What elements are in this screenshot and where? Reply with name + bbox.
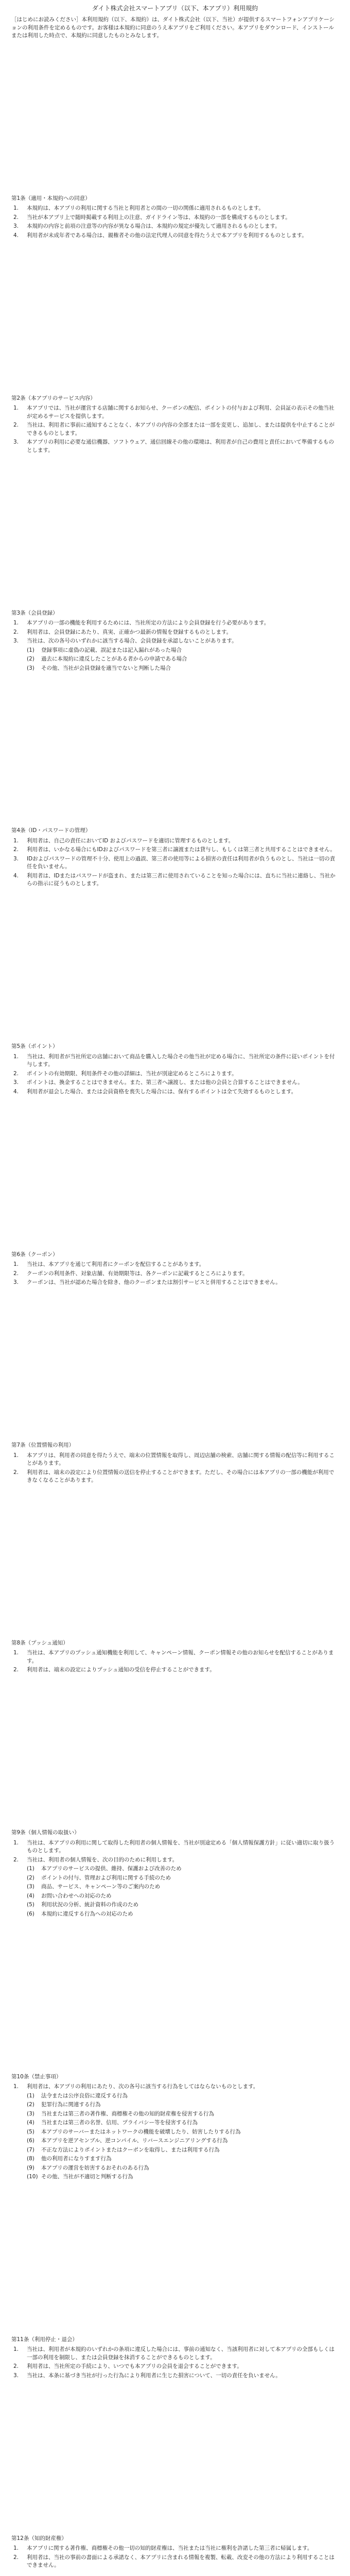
clause-item	[11, 1261, 339, 1269]
sub-clause-item	[27, 2155, 339, 2163]
clause-item	[11, 1839, 339, 1855]
sub-clause-item	[27, 1865, 339, 1873]
clause-number: 2.	[13, 2363, 19, 2370]
intro-notice: ［はじめにお読みください］本利用規約（以下、本規約）は、ダイト株式会社（以下、当社）が提供するスマートフォンアプリケーションの利用条件を定めるものです。お客様は本規約に同意のうえ本アプリをご利用ください。本アプリをダウンロード、インストールまたは利用した時点で、本規約に同意したものとみなします。	[11, 16, 335, 39]
sub-clause-number: (6)	[27, 1910, 34, 1917]
clause-text: 当社は、次の各号のいずれかに該当する場合、会員登録を承認しないことがあります。	[27, 638, 237, 645]
clause-number: 3.	[13, 1279, 19, 1286]
clause-number: 2.	[13, 214, 19, 221]
sub-clause-text: その他、当社が不適切と判断する行為	[41, 2174, 133, 2180]
clause-item	[11, 1666, 339, 1674]
clause-text: 本規約は、本アプリの利用に関する当社と利用者との間の一切の関係に適用されるものとします。	[27, 205, 264, 212]
clause-item	[11, 1079, 339, 1087]
sections-container	[11, 195, 339, 2576]
clause-number: 1.	[13, 205, 19, 212]
sub-clause-item	[27, 2164, 339, 2173]
clause-number: 1.	[13, 405, 19, 412]
sub-clause-item	[27, 2137, 339, 2145]
clause-number: 1.	[13, 1452, 19, 1459]
clause-text: 当社が本アプリ上で随時掲載する利用上の注意、ガイドライン等は、本規約の一部を構成するものとします。	[27, 214, 291, 221]
section-heading: 第3条（会員登録）	[11, 609, 58, 616]
section-heading: 第2条（本アプリのサービス内容）	[11, 395, 96, 401]
clause-text: 利用者は、IDまたはパスワードが盗まれ、または第三者に使用されていることを知った場合には、直ちに当社に連絡し、当社からの指示に従うものとします。	[27, 872, 336, 887]
clause-item	[11, 223, 339, 231]
clause-number: 3.	[13, 439, 19, 446]
sub-clause-text: 利用状況の分析、統計資料の作成のため	[41, 1902, 138, 1908]
sub-clause-number: (5)	[27, 2128, 34, 2135]
sub-clause-text: ポイントの付与、管理および利用に関する手続のため	[41, 1874, 171, 1881]
sub-clause-number: (9)	[27, 2164, 34, 2171]
clause-text: 利用者は、端末の設定によりプッシュ通知の受信を停止することができます。	[27, 1667, 215, 1673]
sub-clause-number: (3)	[27, 1884, 34, 1890]
clause-text: 本アプリの利用に必要な通信機器、ソフトウェア、通信回線その他の環境は、利用者が自己の費用と責任において準備するものとします。	[27, 439, 334, 453]
clause-text: 当社は、利用者に事前に通知することなく、本アプリの内容の全部または一部を変更し、追加し、または提供を中止することができるものとします。	[27, 422, 335, 436]
clause-text: ポイントは、換金することはできません。また、第三者へ譲渡し、または他の会員と合算することはできません。	[27, 1079, 303, 1086]
sub-clause-text: 犯罪行為に関連する行為	[41, 2102, 101, 2108]
sub-clause-item	[27, 655, 339, 664]
document-title: ダイト株式会社スマートアプリ（以下、本アプリ）利用規約	[92, 5, 258, 12]
clause-number: 3.	[13, 223, 19, 230]
clause-text: 当社は、利用者の個人情報を、次の目的のために利用します。	[27, 1856, 178, 1863]
sub-clause-item	[27, 2101, 339, 2109]
clause-item	[11, 1469, 339, 1485]
section-heading: 第4条（ID・パスワードの管理）	[11, 827, 91, 834]
sub-clause-item	[27, 2119, 339, 2127]
clause-number: 4.	[13, 872, 19, 879]
sub-clause-number: (10)	[27, 2174, 38, 2180]
clause-number: 3.	[13, 1079, 19, 1086]
sub-clause-number: (1)	[27, 647, 34, 653]
clause-number: 3.	[13, 638, 19, 645]
clause-item	[11, 2363, 339, 2371]
sub-clause-item	[27, 1892, 339, 1901]
clause-number: 1.	[13, 1839, 19, 1846]
sub-clause-number: (2)	[27, 2102, 34, 2108]
clause-number: 4.	[13, 1088, 19, 1095]
section-heading: 第7条（位置情報の利用）	[11, 1442, 75, 1449]
sub-clause-text: その他、当社が会員登録を適当でないと判断した場合	[41, 665, 171, 671]
sub-clause-item	[27, 1910, 339, 1919]
clause-item	[11, 2554, 339, 2570]
clause-item	[11, 2346, 339, 2362]
clause-text: ポイントの有効期限、利用条件その他の詳細は、当社が別途定めるところによります。	[27, 1070, 237, 1077]
clause-item	[11, 855, 339, 871]
clause-item	[11, 1270, 339, 1278]
clause-item	[11, 2083, 339, 2091]
clause-number: 2.	[13, 2554, 19, 2561]
clause-item	[11, 438, 339, 454]
sub-clause-text: お問い合わせへの対応のため	[41, 1892, 112, 1899]
clause-text: 利用者は、本アプリの利用にあたり、次の各号に該当する行為をしてはならないものとします。	[27, 2083, 259, 2090]
sub-clause-number: (2)	[27, 656, 34, 663]
clause-text: 利用者は、当社所定の手続により、いつでも本アプリの会員を退会することができます。	[27, 2363, 242, 2370]
section-heading: 第6条（クーポン）	[11, 1251, 58, 1258]
sub-clause-text: 不正な方法によりポイントまたはクーポンを取得し、または利用する行為	[41, 2146, 220, 2153]
clause-item	[11, 629, 339, 637]
sub-clause-text: 他の利用者になりすます行為	[41, 2156, 112, 2162]
clause-text: IDおよびパスワードの管理不十分、使用上の過誤、第三者の使用等による損害の責任は利用者が負うものとし、当社は一切の責任を負いません。	[27, 855, 336, 870]
clause-number: 2.	[13, 1469, 19, 1476]
sub-clause-number: (7)	[27, 2146, 34, 2153]
sub-clause-text: 商品、サービス、キャンペーン等のご案内のため	[41, 1884, 161, 1890]
sub-clause-number: (4)	[27, 2120, 34, 2126]
clause-number: 2.	[13, 1070, 19, 1077]
clause-item	[11, 205, 339, 213]
sub-clause-number: (1)	[27, 2092, 34, 2099]
sub-clause-number: (3)	[27, 2110, 34, 2117]
section-heading: 第12条（知的財産権）	[11, 2535, 67, 2541]
clause-item	[11, 619, 339, 628]
clause-text: 当社は、本条に基づき当社が行った行為により利用者に生じた損害について、一切の責任を負いません。	[27, 2372, 281, 2379]
section-heading: 第9条（個人情報の取扱い）	[11, 1829, 80, 1836]
clause-text: 利用者は、会員登録にあたり、真実、正確かつ最新の情報を登録するものとします。	[27, 629, 232, 635]
clause-item	[11, 637, 339, 646]
clause-number: 2.	[13, 1270, 19, 1277]
clause-text: 利用者は、自己の責任においてID およびパスワードを適切に管理するものとします。	[27, 837, 234, 844]
sub-clause-item	[27, 1901, 339, 1909]
clause-number: 1.	[13, 1053, 19, 1060]
section-heading: 第8条（プッシュ通知）	[11, 1639, 68, 1646]
clause-text: 利用者が未成年者である場合は、親権者その他の法定代理人の同意を得たうえで本アプリを利用するものとします。	[27, 232, 307, 239]
sub-clause-text: 法令または公序良俗に違反する行為	[41, 2092, 128, 2099]
clause-number: 3.	[13, 2372, 19, 2379]
clause-text: 本アプリでは、当社が運営する店舗に関するお知らせ、クーポンの配信、ポイントの付与および利用、会員証の表示その他当社が定めるサービスを提供します。	[27, 405, 335, 419]
clause-text: 当社は、本アプリの利用に関して取得した利用者の個人情報を、当社が別途定める「個人情報保護方針」に従い適切に取り扱うものとします。	[27, 1839, 335, 1854]
sub-clause-number: (2)	[27, 1874, 34, 1881]
sub-clause-text: 当社または第三者の著作権、商標権その他の知的財産権を侵害する行為	[41, 2110, 214, 2117]
sub-clause-item	[27, 2092, 339, 2100]
section-heading: 第10条（禁止事項）	[11, 2073, 62, 2080]
clause-number: 2.	[13, 1856, 19, 1863]
clause-item	[11, 837, 339, 845]
sub-clause-item	[27, 2110, 339, 2119]
clause-number: 1.	[13, 837, 19, 844]
sub-clause-number: (3)	[27, 665, 34, 671]
clause-text: 本アプリに関する著作権、商標権その他一切の知的財産権は、当社または当社に権利を許諾した第三者に帰属します。	[27, 2545, 313, 2552]
clause-number: 1.	[13, 1650, 19, 1656]
clause-text: 当社は、本アプリのプッシュ通知機能を利用して、キャンペーン情報、クーポン情報その他のお知らせを配信することがあります。	[27, 1650, 334, 1664]
sub-clause-text: 本アプリの運営を妨害するおそれのある行為	[41, 2164, 149, 2171]
section-heading: 第1条（適用・本規約への同意）	[11, 195, 91, 201]
clause-text: クーポンの利用条件、対象店舗、有効期限等は、各クーポンに記載するところによります。	[27, 1270, 248, 1277]
sub-clause-text: 本アプリのサーバーまたはネットワークの機能を破壊したり、妨害したりする行為	[41, 2128, 241, 2135]
clause-number: 1.	[13, 620, 19, 626]
clause-number: 1.	[13, 2545, 19, 2552]
sub-clause-text: 本アプリのサービスの提供、維持、保護および改善のため	[41, 1866, 182, 1872]
sub-clause-number: (1)	[27, 1866, 34, 1872]
clause-number: 2.	[13, 846, 19, 853]
clause-item	[11, 404, 339, 420]
clause-item	[11, 1856, 339, 1865]
clause-number: 3.	[13, 855, 19, 862]
section-heading: 第5条（ポイント）	[11, 1043, 58, 1050]
clause-item	[11, 1053, 339, 1069]
sub-clause-item	[27, 2128, 339, 2137]
clause-item	[11, 214, 339, 222]
sub-clause-text: 当社または第三者の名誉、信用、プライバシー等を侵害する行為	[41, 2120, 198, 2126]
clause-text: 利用者は、端末の設定により位置情報の送信を停止することができます。ただし、その場合には本アプリの一部の機能が利用できなくなることがあります。	[27, 1469, 335, 1484]
clause-item	[11, 1452, 339, 1468]
sub-clause-text: 登録事項に虚偽の記載、誤記または記入漏れがあった場合	[41, 647, 182, 653]
sub-clause-item	[27, 665, 339, 673]
clause-item	[11, 1279, 339, 1287]
sub-clause-number: (4)	[27, 1892, 34, 1899]
clause-item	[11, 1088, 339, 1096]
clause-number: 4.	[13, 232, 19, 239]
section-heading: 第11条（利用停止・退会）	[11, 2336, 78, 2343]
clause-item	[11, 232, 339, 240]
clause-text: 利用者は、いかなる場合にもIDおよびパスワードを第三者に譲渡または貸与し、もしくは第三者と共用することはできません。	[27, 846, 336, 853]
sub-clause-item	[27, 2146, 339, 2155]
clause-text: 当社は、利用者が本規約のいずれかの条項に違反した場合には、事前の通知なく、当該利用者に対して本アプリの全部もしくは一部の利用を制限し、または会員登録を抹消することができるものとします。	[27, 2346, 335, 2361]
clause-item	[11, 872, 339, 888]
sub-clause-item	[27, 2173, 339, 2181]
clause-number: 2.	[13, 422, 19, 429]
terms-document	[11, 4, 339, 2576]
clause-item	[11, 1649, 339, 1665]
clause-text: 当社は、本アプリを通じて利用者にクーポンを配信することがあります。	[27, 1261, 205, 1268]
clause-item	[11, 1070, 339, 1078]
sub-clause-item	[27, 1874, 339, 1883]
clause-number: 1.	[13, 2083, 19, 2090]
clause-item	[11, 2372, 339, 2380]
clause-text: 本アプリの一部の機能を利用するためには、当社所定の方法により会員登録を行う必要があります。	[27, 620, 270, 626]
clause-item	[11, 421, 339, 437]
sub-clause-number: (8)	[27, 2156, 34, 2162]
sub-clause-item	[27, 1883, 339, 1891]
clause-text: 当社は、利用者が当社所定の店舗において商品を購入した場合その他当社が定める場合に、当社所定の条件に従いポイントを付与します。	[27, 1053, 335, 1068]
clause-item	[11, 2545, 339, 2553]
clause-item	[11, 846, 339, 854]
clause-text: 利用者が退会した場合、または会員資格を喪失した場合には、保有するポイントは全て失効するものとします。	[27, 1088, 297, 1095]
clause-number: 1.	[13, 2346, 19, 2353]
clause-text: 利用者は、当社の事前の書面による承諾なく、本アプリに含まれる情報を複製、転載、改変その他の方法により利用することはできません。	[27, 2554, 335, 2569]
clause-text: 本規約の内容と前項の注意等の内容が異なる場合は、本規約の規定が優先して適用されるものとします。	[27, 223, 281, 230]
sub-clause-number: (6)	[27, 2138, 34, 2144]
clause-number: 2.	[13, 1667, 19, 1673]
clause-number: 1.	[13, 1261, 19, 1268]
clause-number: 2.	[13, 629, 19, 635]
sub-clause-text: 過去に本規約に違反したことがある者からの申請である場合	[41, 656, 187, 663]
sub-clause-text: 本アプリを逆アセンブル、逆コンパイル、リバースエンジニアリングする行為	[41, 2138, 228, 2144]
clause-text: クーポンは、当社が認めた場合を除き、他のクーポンまたは割引サービスと併用することはできません。	[27, 1279, 281, 1286]
sub-clause-text: 本規約に違反する行為への対応のため	[41, 1910, 133, 1917]
sub-clause-number: (5)	[27, 1902, 34, 1908]
sub-clause-item	[27, 647, 339, 655]
clause-text: 本アプリは、利用者の同意を得たうえで、端末の位置情報を取得し、周辺店舗の検索、店舗に関する情報の配信等に利用することがあります。	[27, 1452, 335, 1467]
